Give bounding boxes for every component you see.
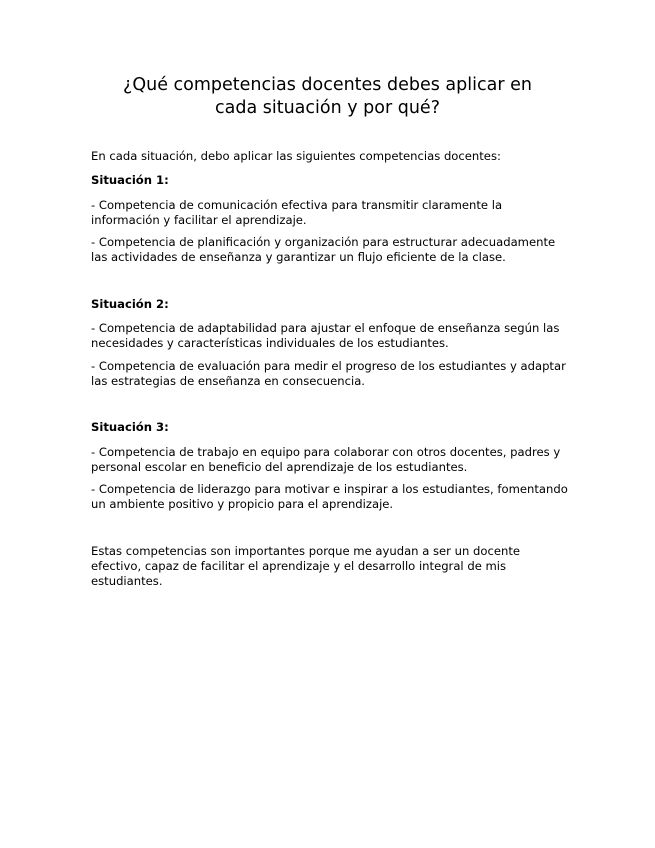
intro-paragraph: En cada situación, debo aplicar las siguientes competencias docentes: [91,149,501,163]
situation-3-section [91,420,571,512]
situation-1-heading: Situación 1: [91,173,169,188]
situation-3-item-2: - Competencia de liderazgo para motivar e inspirar a los estudiantes, fomentando un ambiente positivo y propicio para el aprendizaje. [91,482,568,512]
title-line-2: cada situación y por qué? [215,98,440,118]
situation-1-section [91,173,571,265]
situation-2-item-2: - Competencia de evaluación para medir el progreso de los estudiantes y adaptar las estrategias de enseñanza en consecuencia. [91,358,566,388]
situation-2-heading: Situación 2: [91,296,169,311]
document-title [80,74,575,120]
conclusion-paragraph: Estas competencias son importantes porque me ayudan a ser un docente efectivo, capaz de facilitar el aprendizaje y el desarrollo integral de mis estudiantes. [91,543,520,589]
situation-1-item-1: - Competencia de comunicación efectiva para transmitir claramente la información y facilitar el aprendizaje. [91,197,503,227]
document-body [91,149,571,590]
situation-3-item-1: - Competencia de trabajo en equipo para colaborar con otros docentes, padres y personal escolar en beneficio del aprendizaje de los estudiantes. [91,444,561,474]
situation-2-item-1: - Competencia de adaptabilidad para ajustar el enfoque de enseñanza según las necesidades y características individuales de los estudiantes. [91,321,560,351]
title-line-1: ¿Qué competencias docentes debes aplicar en [123,75,532,95]
situation-3-heading: Situación 3: [91,420,169,435]
situation-2-section [91,297,571,389]
situation-1-item-2: - Competencia de planificación y organización para estructurar adecuadamente las actividades de enseñanza y garantizar un flujo eficiente de la clase. [91,235,556,265]
